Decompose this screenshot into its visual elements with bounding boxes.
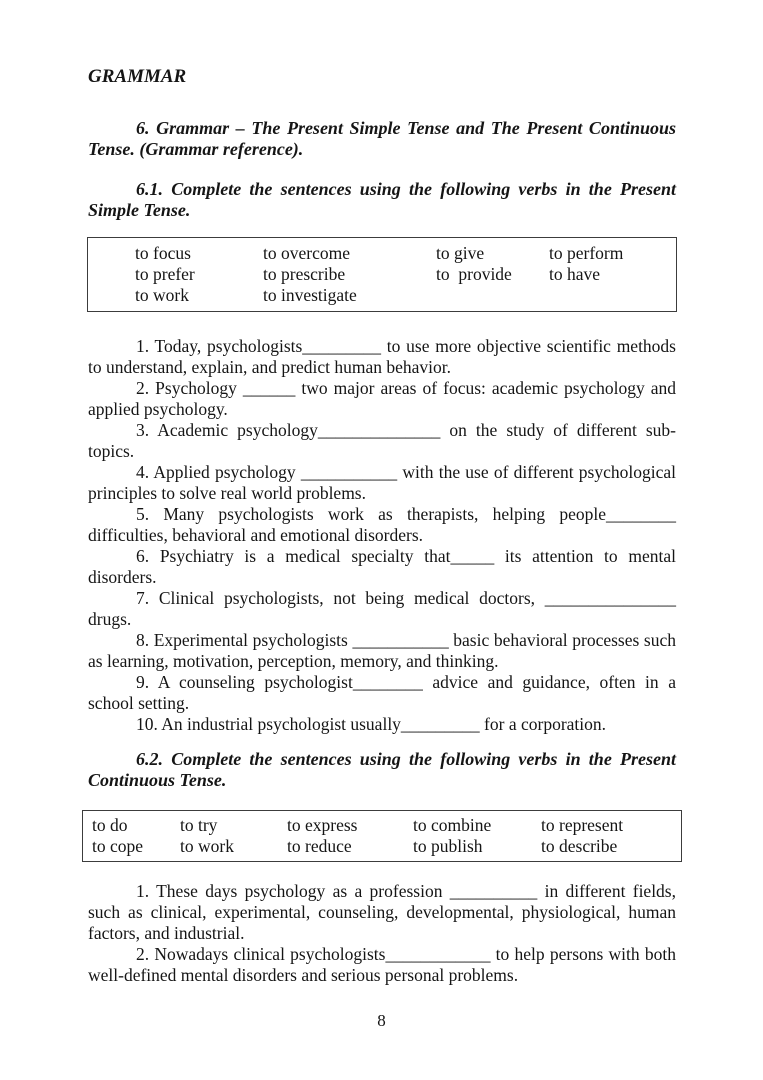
- verb-item: to work: [180, 836, 234, 856]
- verb-item: to work: [135, 285, 189, 305]
- verb-item: [436, 285, 549, 306]
- sentence-1: 1. Today, psychologists_________ to use more objective scientific methods to understand, explain, and predict human behavior.: [88, 336, 676, 377]
- exercise-6-2-sentences: [88, 881, 676, 986]
- sentence-10: 10. An industrial psychologist usually_________ for a corporation.: [136, 714, 607, 734]
- verb-item: to overcome: [263, 243, 350, 263]
- exercise-6-1-sentences: [88, 336, 676, 735]
- sentence-3: 3. Academic psychology______________ on the study of different sub-topics.: [88, 420, 676, 461]
- sentence-8: 8. Experimental psychologists ___________ basic behavioral processes such as learning, motivation, perception, memory, and thinking.: [88, 630, 676, 671]
- sentence-9: 9. A counseling psychologist________ advice and guidance, often in a school setting.: [88, 672, 676, 713]
- verb-item: to have: [549, 264, 601, 284]
- verb-item: to combine: [413, 815, 492, 835]
- verb-item: to do: [92, 815, 128, 835]
- verb-item: to try: [180, 815, 218, 835]
- verb-item: to publish: [413, 836, 483, 856]
- sentence-2: 2. Nowadays clinical psychologists____________ to help persons with both well-defined mental disorders and serious personal problems.: [88, 944, 676, 985]
- verb-item: to provide: [436, 264, 512, 284]
- verb-box-present-continuous: [82, 810, 682, 862]
- verb-item: [549, 285, 676, 306]
- sentence-4: 4. Applied psychology ___________ with the use of different psychological principles to solve real world problems.: [88, 462, 676, 503]
- section-6-title: 6. Grammar – The Present Simple Tense and The Present Continuous Tense. (Grammar reference).: [88, 118, 676, 159]
- sentence-7: 7. Clinical psychologists, not being medical doctors, _______________ drugs.: [88, 588, 676, 629]
- verb-item: to investigate: [263, 285, 357, 305]
- sentence-5: 5. Many psychologists work as therapists, helping people________ difficulties, behavioral and emotional disorders.: [88, 504, 676, 545]
- verb-item: to describe: [541, 836, 618, 856]
- verb-item: to cope: [92, 836, 144, 856]
- verb-item: to perform: [549, 243, 624, 263]
- verb-item: to prefer: [135, 264, 195, 284]
- sentence-2: 2. Psychology ______ two major areas of focus: academic psychology and applied psychology.: [88, 378, 676, 419]
- grammar-heading: GRAMMAR: [88, 66, 187, 87]
- verb-item: to reduce: [287, 836, 352, 856]
- verb-item: to express: [287, 815, 358, 835]
- verb-item: to focus: [135, 243, 191, 263]
- page-content: [88, 0, 676, 986]
- verb-box-present-simple: [87, 237, 677, 312]
- sentence-1: 1. These days psychology as a profession __________ in different fields, such as clinical, experimental, counseling, developmental, physiological, human factors, and industrial.: [88, 881, 676, 943]
- exercise-6-2-title: 6.2. Complete the sentences using the following verbs in the Present Continuous Tense.: [88, 749, 676, 790]
- verb-item: to represent: [541, 815, 624, 835]
- verb-item: to give: [436, 243, 485, 263]
- sentence-6: 6. Psychiatry is a medical specialty that_____ its attention to mental disorders.: [88, 546, 676, 587]
- verb-item: to prescribe: [263, 264, 346, 284]
- exercise-6-1-title: 6.1. Complete the sentences using the following verbs in the Present Simple Tense.: [88, 179, 676, 220]
- page-number: 8: [377, 1011, 386, 1030]
